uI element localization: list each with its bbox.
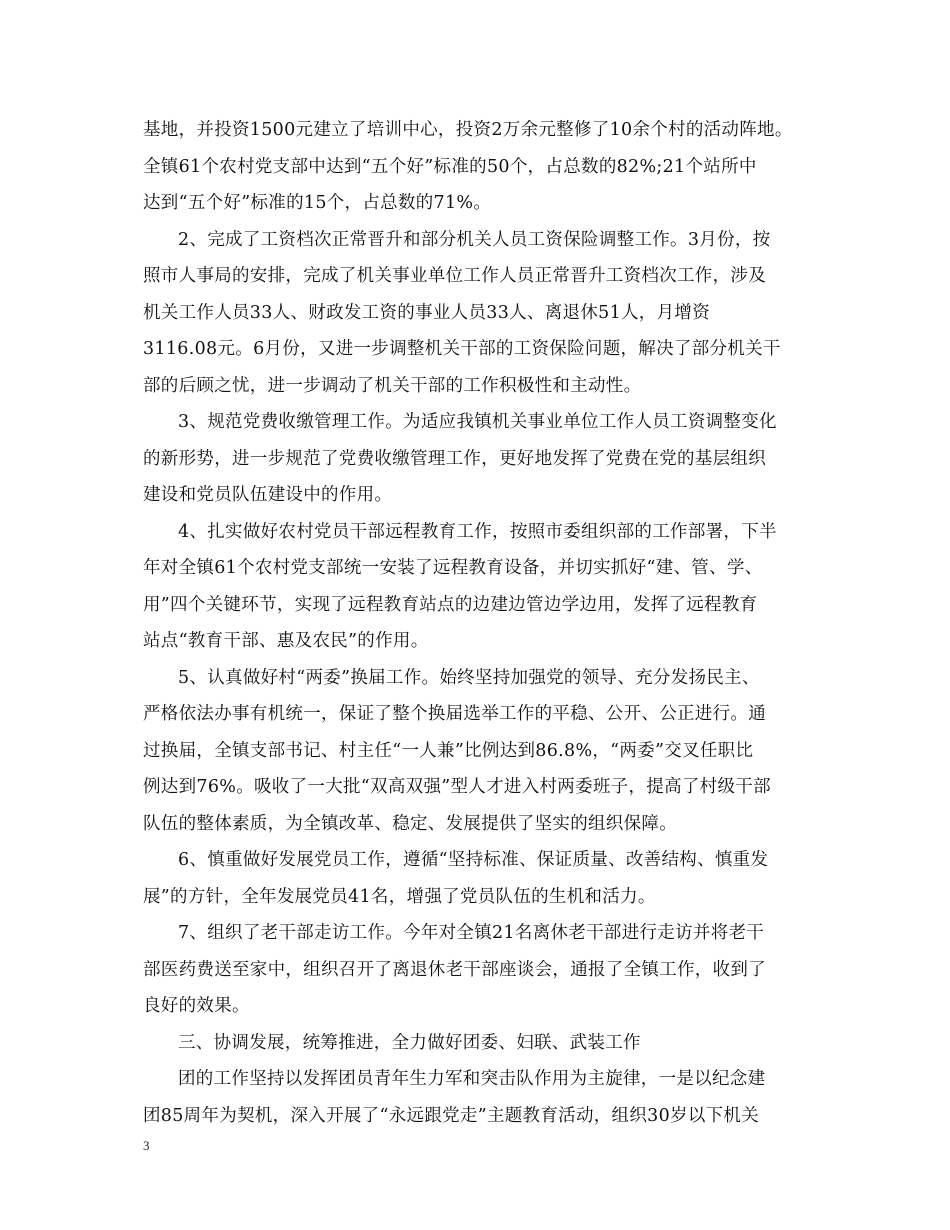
text-line: 5、认真做好村“两委”换届工作。始终坚持加强党的领导、充分发扬民主、 xyxy=(178,667,760,688)
text-line: 例达到76%。吸收了一大批“双高双强”型人才进入村两委班子，提高了村级干部 xyxy=(143,777,771,797)
text-line: 建设和党员队伍建设中的作用。 xyxy=(143,485,393,505)
text-line: 站点“教育干部、惠及农民”的作用。 xyxy=(143,631,429,651)
text-line: 的新形势，进一步规范了党费收缴管理工作，更好地发挥了党费在党的基层组织 xyxy=(143,448,766,469)
text-line: 全镇61个农村党支部中达到“五个好”标准的50个，占总数的82%;21个站所中 xyxy=(143,156,757,177)
text-line: 过换届，全镇支部书记、村主任“一人兼”比例达到86.8%，“两委”交叉任职比 xyxy=(143,740,754,761)
text-line: 4、扎实做好农村党员干部远程教育工作，按照市委组织部的工作部署，下半 xyxy=(178,521,777,542)
document-body xyxy=(143,112,815,1134)
text-line: 3、规范党费收缴管理工作。为适应我镇机关事业单位工作人员工资调整变化 xyxy=(178,412,777,432)
text-line: 队伍的整体素质，为全镇改革、稳定、发展提供了坚实的组织保障。 xyxy=(143,813,677,834)
text-line: 部的后顾之忧，进一步调动了机关干部的工作积极性和主动性。 xyxy=(143,375,642,396)
text-line: 展”的方针，全年发展党员41名，增强了党员队伍的生机和活力。 xyxy=(143,886,656,907)
text-line: 用”四个关键环节，实现了远程教育站点的边建边管边学边用，发挥了远程教育 xyxy=(143,594,758,615)
text-line: 2、完成了工资档次正常晋升和部分机关人员工资保险调整工作。3月份，按 xyxy=(178,229,771,250)
text-line: 基地，并投资1500元建立了培训中心，投资2万余元整修了10余个村的活动阵地。 xyxy=(143,120,793,140)
text-line: 年对全镇61个农村党支部统一安装了远程教育设备，并切实抓好“建、管、学、 xyxy=(143,558,763,578)
text-line: 严格依法办事有机统一，保证了整个换届选举工作的平稳、公开、公正进行。通 xyxy=(143,704,766,724)
text-line: 机关工作人员33人、财政发工资的事业人员33人、离退休51人，月增资 xyxy=(143,302,711,323)
text-line: 部医药费送至家中，组织召开了离退休老干部座谈会，通报了全镇工作，收到了 xyxy=(143,959,766,980)
text-line: 照市人事局的安排，完成了机关事业单位工作人员正常晋升工资档次工作，涉及 xyxy=(143,266,766,286)
text-line: 团的工作坚持以发挥团员青年生力军和突击队作用为主旋律，一是以纪念建 xyxy=(178,1069,766,1089)
text-line: 达到“五个好”标准的15个，占总数的71%。 xyxy=(143,193,492,213)
text-line: 三、协调发展，统筹推进，全力做好团委、妇联、武装工作 xyxy=(178,1032,641,1053)
text-line: 7、组织了老干部走访工作。今年对全镇21名离休老干部进行走访并将老干 xyxy=(178,923,765,943)
text-line: 团85周年为契机，深入开展了“永远跟党走”主题教育活动，组织30岁以下机关 xyxy=(143,1105,760,1126)
text-line: 3116.08元。6月份，又进一步调整机关干部的工资保险问题，解决了部分机关干 xyxy=(143,339,781,359)
text-line: 6、慎重做好发展党员工作，遵循“坚持标准、保证质量、改善结构、慎重发 xyxy=(178,850,769,870)
page-number: 3 xyxy=(143,1138,150,1153)
text-line: 良好的效果。 xyxy=(143,996,250,1016)
